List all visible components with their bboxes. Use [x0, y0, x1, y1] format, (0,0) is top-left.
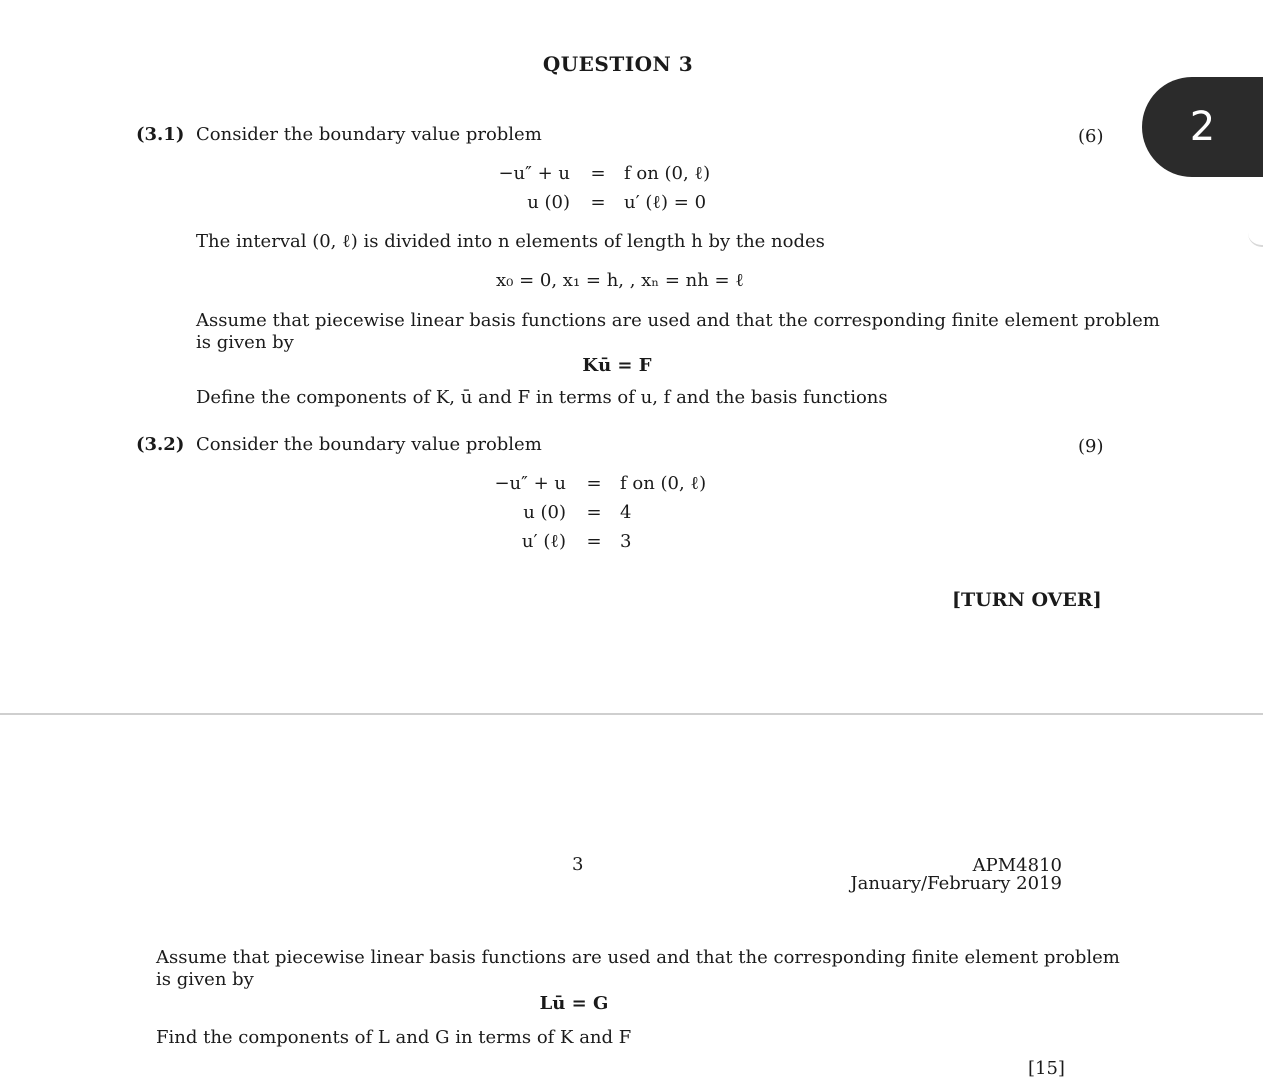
q31-assume-line1: Assume that piecewise linear basis functions are used and that the corresponding finite element problem	[196, 310, 1160, 331]
nodes-equation: x₀ = 0, x₁ = h, , xₙ = nh = ℓ	[496, 270, 744, 291]
find-components-text: Find the components of L and G in terms of K and F	[156, 1027, 632, 1048]
q32-eq2-rhs: 4	[620, 502, 632, 523]
q31-eq2-rhs: u′ (ℓ) = 0	[624, 192, 707, 213]
page-indicator-badge[interactable]: 2	[1142, 77, 1263, 177]
q31-assume-line2: is given by	[196, 332, 294, 353]
q31-eq1-rhs: f on (0, ℓ)	[624, 163, 711, 184]
q31-eq1-rel: =	[590, 163, 606, 184]
question-3-1-intro: Consider the boundary value problem	[196, 124, 542, 145]
define-components-text: Define the components of K, ū and F in terms of u, f and the basis functions	[196, 387, 888, 408]
q32-eq3-rhs: 3	[620, 531, 632, 552]
q32-system-equation: Lū = G	[539, 993, 609, 1014]
q32-eq3-rel: =	[586, 531, 602, 552]
question-title: QUESTION 3	[542, 52, 694, 76]
question-3-2-number: (3.2)	[136, 434, 185, 455]
total-marks: [15]	[1028, 1058, 1065, 1079]
question-3-2-intro: Consider the boundary value problem	[196, 434, 542, 455]
interval-text: The interval (0, ℓ) is divided into n elements of length h by the nodes	[196, 231, 825, 252]
q32-eq1-rel: =	[586, 473, 602, 494]
q32-eq1-lhs: −u″ + u	[494, 473, 566, 494]
q32-eq3-lhs: u′ (ℓ)	[521, 531, 566, 552]
page-divider	[0, 713, 1263, 715]
q31-system-equation: Kū = F	[582, 355, 652, 376]
q32-eq2-lhs: u (0)	[523, 502, 566, 523]
question-3-1-number: (3.1)	[136, 124, 185, 145]
question-3-2-marks: (9)	[1078, 436, 1104, 457]
q32-eq2-rel: =	[586, 502, 602, 523]
course-code: APM4810	[972, 855, 1062, 876]
exam-date: January/February 2019	[850, 873, 1062, 894]
q32-assume-line2: is given by	[156, 969, 254, 990]
q31-eq2-lhs: u (0)	[527, 192, 570, 213]
q32-eq1-rhs: f on (0, ℓ)	[620, 473, 707, 494]
q31-eq1-lhs: −u″ + u	[498, 163, 570, 184]
q32-assume-line1: Assume that piecewise linear basis functions are used and that the corresponding finite element problem	[156, 947, 1120, 968]
q31-eq2-rel: =	[590, 192, 606, 213]
turn-over-label: [TURN OVER]	[952, 589, 1102, 611]
page-number: 3	[572, 854, 584, 875]
question-3-1-marks: (6)	[1078, 126, 1104, 147]
